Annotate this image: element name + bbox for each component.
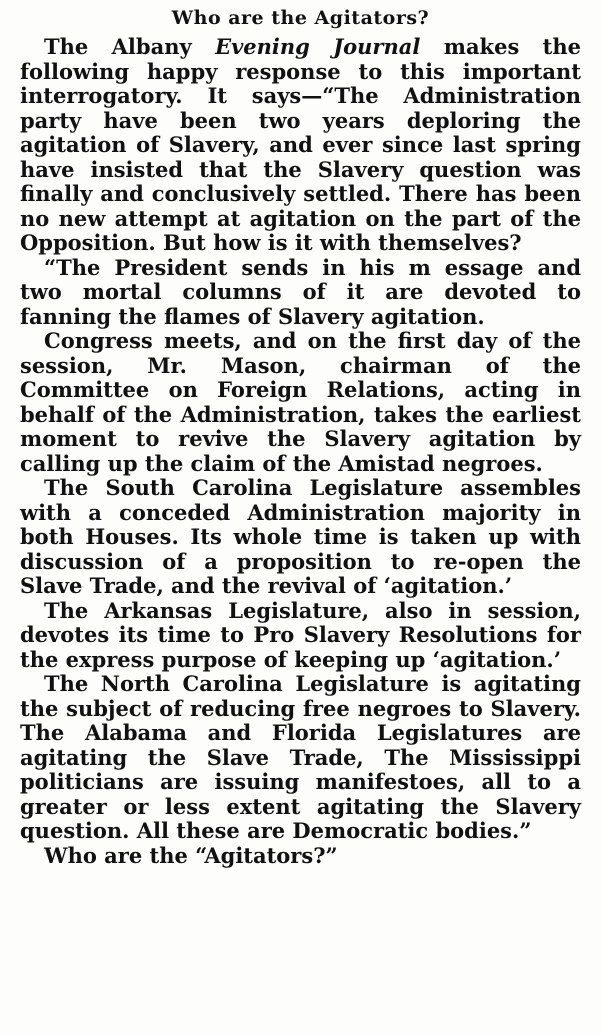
paragraph-1-lead: The Albany	[44, 34, 216, 59]
paragraph-6: The North Carolina Legislature is agitating the subject of reducing free negroes to Slavery. The Alabama and Florida Legislatures are agitating the Slave Trade, The Mississippi politicians are issuing manifestoes, all to a greater or less extent agitating the Slavery question. All these are Democratic bodies.”	[20, 671, 581, 843]
paragraph-3: Congress meets, and on the first day of the session, Mr. Mason, chairman of the Committee on Foreign Relations, acting in behalf of the Administration, takes the earliest moment to revive the Slavery agitation by calling up the claim of the Amistad negroes.	[20, 328, 581, 476]
paragraph-1	[20, 35, 581, 256]
closing-line: Who are the “Agitators?”	[44, 842, 338, 868]
paragraph-5: The Arkansas Legislature, also in session, devotes its time to Pro Slavery Resolutions for the express purpose of keeping up ‘agitation.’	[20, 597, 581, 672]
paragraph-1-body: makes the following happy response to this important interrogatory. It says—“The Administration party have been two years deploring the agitation of Slavery, and ever since last spring have insisted that the Slavery question was finally and conclusively settled. There has been no new attempt at agitation on the part of the Opposition. But how is it with themselves?	[20, 34, 581, 255]
newspaper-name: Evening Journal	[215, 34, 421, 59]
headline: Who are the Agitators?	[171, 7, 430, 29]
paragraph-4: The South Carolina Legislature assembles with a conceded Administration majority in both Houses. Its whole time is taken up with discussion of a proposition to re-open the Slave Trade, and the revival of ‘agitation.’	[20, 475, 581, 598]
paragraph-2: “The President sends in his m essage and two mortal columns of it are devoted to fanning the flames of Slavery agitation.	[20, 254, 581, 329]
